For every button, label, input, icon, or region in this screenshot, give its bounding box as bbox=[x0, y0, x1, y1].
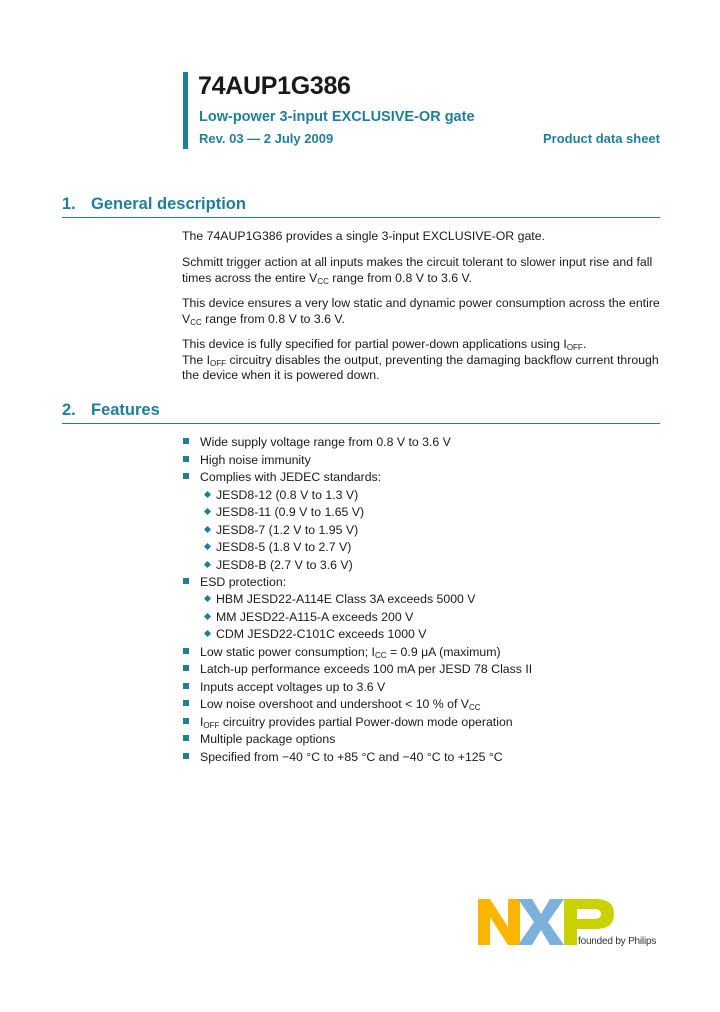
feature-text: High noise immunity bbox=[200, 453, 311, 467]
bullet-square-icon bbox=[183, 578, 189, 584]
feature-text: ESD protection: bbox=[200, 575, 287, 589]
feature-item bbox=[183, 662, 532, 677]
feature-subitem bbox=[205, 505, 364, 520]
feature-text: Complies with JEDEC standards: bbox=[200, 470, 382, 484]
document-title: 74AUP1G386 bbox=[198, 72, 351, 100]
feature-subitem-text: JESD8-7 (1.2 V to 1.95 V) bbox=[216, 523, 359, 537]
feature-subitem bbox=[205, 610, 413, 625]
subscript: OFF bbox=[210, 358, 227, 368]
bullet-square-icon bbox=[183, 665, 189, 671]
subscript: CC bbox=[190, 317, 202, 327]
paragraph-text: This device is fully specified for partial power-down applications using I bbox=[182, 337, 567, 351]
feature-item bbox=[183, 715, 513, 730]
section-heading-features bbox=[62, 401, 660, 424]
feature-subitem-text: CDM JESD22-C101C exceeds 1000 V bbox=[216, 627, 427, 641]
logo-letter-n bbox=[478, 899, 520, 945]
bullet-square-icon bbox=[183, 735, 189, 741]
bullet-diamond-icon bbox=[204, 613, 211, 620]
subscript: OFF bbox=[566, 343, 583, 352]
feature-text: = 0.9 μA (maximum) bbox=[386, 645, 501, 659]
feature-item bbox=[183, 470, 381, 485]
feature-subitem bbox=[205, 558, 353, 573]
feature-text: Specified from −40 °C to +85 °C and −40 °C to +125 °C bbox=[200, 750, 503, 764]
feature-subitem bbox=[205, 523, 358, 538]
feature-text: Low static power consumption; I bbox=[200, 645, 375, 659]
paragraph-text: V bbox=[182, 311, 191, 326]
paragraph-intro bbox=[182, 229, 662, 245]
bullet-diamond-icon bbox=[204, 508, 211, 515]
revision-info: Rev. 03 — 2 July 2009 bbox=[199, 131, 334, 146]
subscript: CC bbox=[374, 651, 387, 660]
feature-item bbox=[183, 732, 335, 747]
section-heading-general-description bbox=[62, 195, 660, 218]
document-type: Product data sheet bbox=[542, 131, 660, 146]
section-title: General description bbox=[91, 195, 246, 213]
feature-text: Inputs accept voltages up to 3.6 V bbox=[200, 680, 386, 694]
paragraph-text: The 74AUP1G386 provides a single 3-input EXCLUSIVE-OR gate. bbox=[182, 229, 545, 243]
feature-text: Latch-up performance exceeds 100 mA per JESD 78 Class II bbox=[200, 662, 533, 676]
feature-item bbox=[183, 453, 311, 468]
feature-text: Multiple package options bbox=[200, 732, 336, 746]
subscript: CC bbox=[317, 276, 329, 286]
feature-subitem-text: JESD8-12 (0.8 V to 1.3 V) bbox=[216, 488, 359, 502]
section-title: Features bbox=[91, 401, 160, 419]
feature-subitem bbox=[205, 592, 476, 607]
feature-item bbox=[183, 575, 286, 590]
feature-subitem-text: JESD8-5 (1.8 V to 2.7 V) bbox=[216, 540, 352, 554]
subscript: OFF bbox=[203, 721, 220, 730]
paragraph-text: range from 0.8 V to 3.6 V. bbox=[201, 311, 345, 326]
feature-item bbox=[183, 697, 481, 712]
header-accent-bar bbox=[183, 72, 188, 149]
feature-item bbox=[183, 750, 503, 765]
feature-item bbox=[183, 645, 501, 660]
feature-subitem bbox=[205, 540, 351, 555]
document-subtitle: Low-power 3-input EXCLUSIVE-OR gate bbox=[199, 109, 475, 125]
paragraph-text: . bbox=[582, 337, 587, 351]
bullet-square-icon bbox=[183, 753, 189, 759]
paragraph-text: range from 0.8 V to 3.6 V. bbox=[328, 270, 472, 285]
logo-letter-x bbox=[518, 899, 564, 945]
paragraph-text: circuitry disables the output, preventing the damaging backflow current through bbox=[226, 352, 659, 367]
bullet-square-icon bbox=[183, 456, 189, 462]
feature-text: circuitry provides partial Power-down mode operation bbox=[219, 715, 513, 729]
bullet-square-icon bbox=[183, 683, 189, 689]
bullet-square-icon bbox=[183, 473, 189, 479]
feature-item bbox=[183, 680, 385, 695]
feature-subitem bbox=[205, 627, 427, 642]
bullet-diamond-icon bbox=[204, 526, 211, 533]
feature-subitem-text: MM JESD22-A115-A exceeds 200 V bbox=[216, 610, 414, 624]
paragraph-power-down bbox=[182, 337, 662, 384]
feature-subitem bbox=[205, 488, 358, 503]
logo-tagline: founded by Philips bbox=[578, 936, 657, 947]
bullet-diamond-icon bbox=[204, 491, 211, 498]
feature-subitem-text: JESD8-B (2.7 V to 3.6 V) bbox=[216, 558, 353, 572]
bullet-square-icon bbox=[183, 648, 189, 654]
bullet-diamond-icon bbox=[204, 561, 211, 568]
feature-text: I bbox=[200, 715, 204, 729]
paragraph-text: times across the entire V bbox=[182, 270, 318, 285]
feature-subitem-text: HBM JESD22-A114E Class 3A exceeds 5000 V bbox=[216, 592, 476, 606]
bullet-square-icon bbox=[183, 700, 189, 706]
paragraph-text: The I bbox=[182, 352, 211, 367]
bullet-diamond-icon bbox=[204, 595, 211, 602]
paragraph-power-consumption bbox=[182, 296, 662, 327]
bullet-diamond-icon bbox=[204, 630, 211, 637]
bullet-square-icon bbox=[183, 438, 189, 444]
feature-text: Low noise overshoot and undershoot < 10 % of V bbox=[200, 697, 470, 711]
paragraph-schmitt-trigger bbox=[182, 255, 662, 286]
subscript: CC bbox=[469, 703, 481, 712]
paragraph-text: Schmitt trigger action at all inputs makes the circuit tolerant to slower input rise and fall bbox=[182, 255, 653, 269]
section-number: 1. bbox=[62, 195, 76, 213]
paragraph-text: This device ensures a very low static and dynamic power consumption across the entire bbox=[182, 296, 660, 310]
bullet-diamond-icon bbox=[204, 543, 211, 550]
feature-item bbox=[183, 435, 451, 450]
bullet-square-icon bbox=[183, 718, 189, 724]
feature-subitem-text: JESD8-11 (0.9 V to 1.65 V) bbox=[216, 505, 365, 519]
section-number: 2. bbox=[62, 401, 76, 419]
feature-text: Wide supply voltage range from 0.8 V to 3.6 V bbox=[200, 435, 451, 449]
paragraph-text: the device when it is powered down. bbox=[182, 368, 380, 382]
